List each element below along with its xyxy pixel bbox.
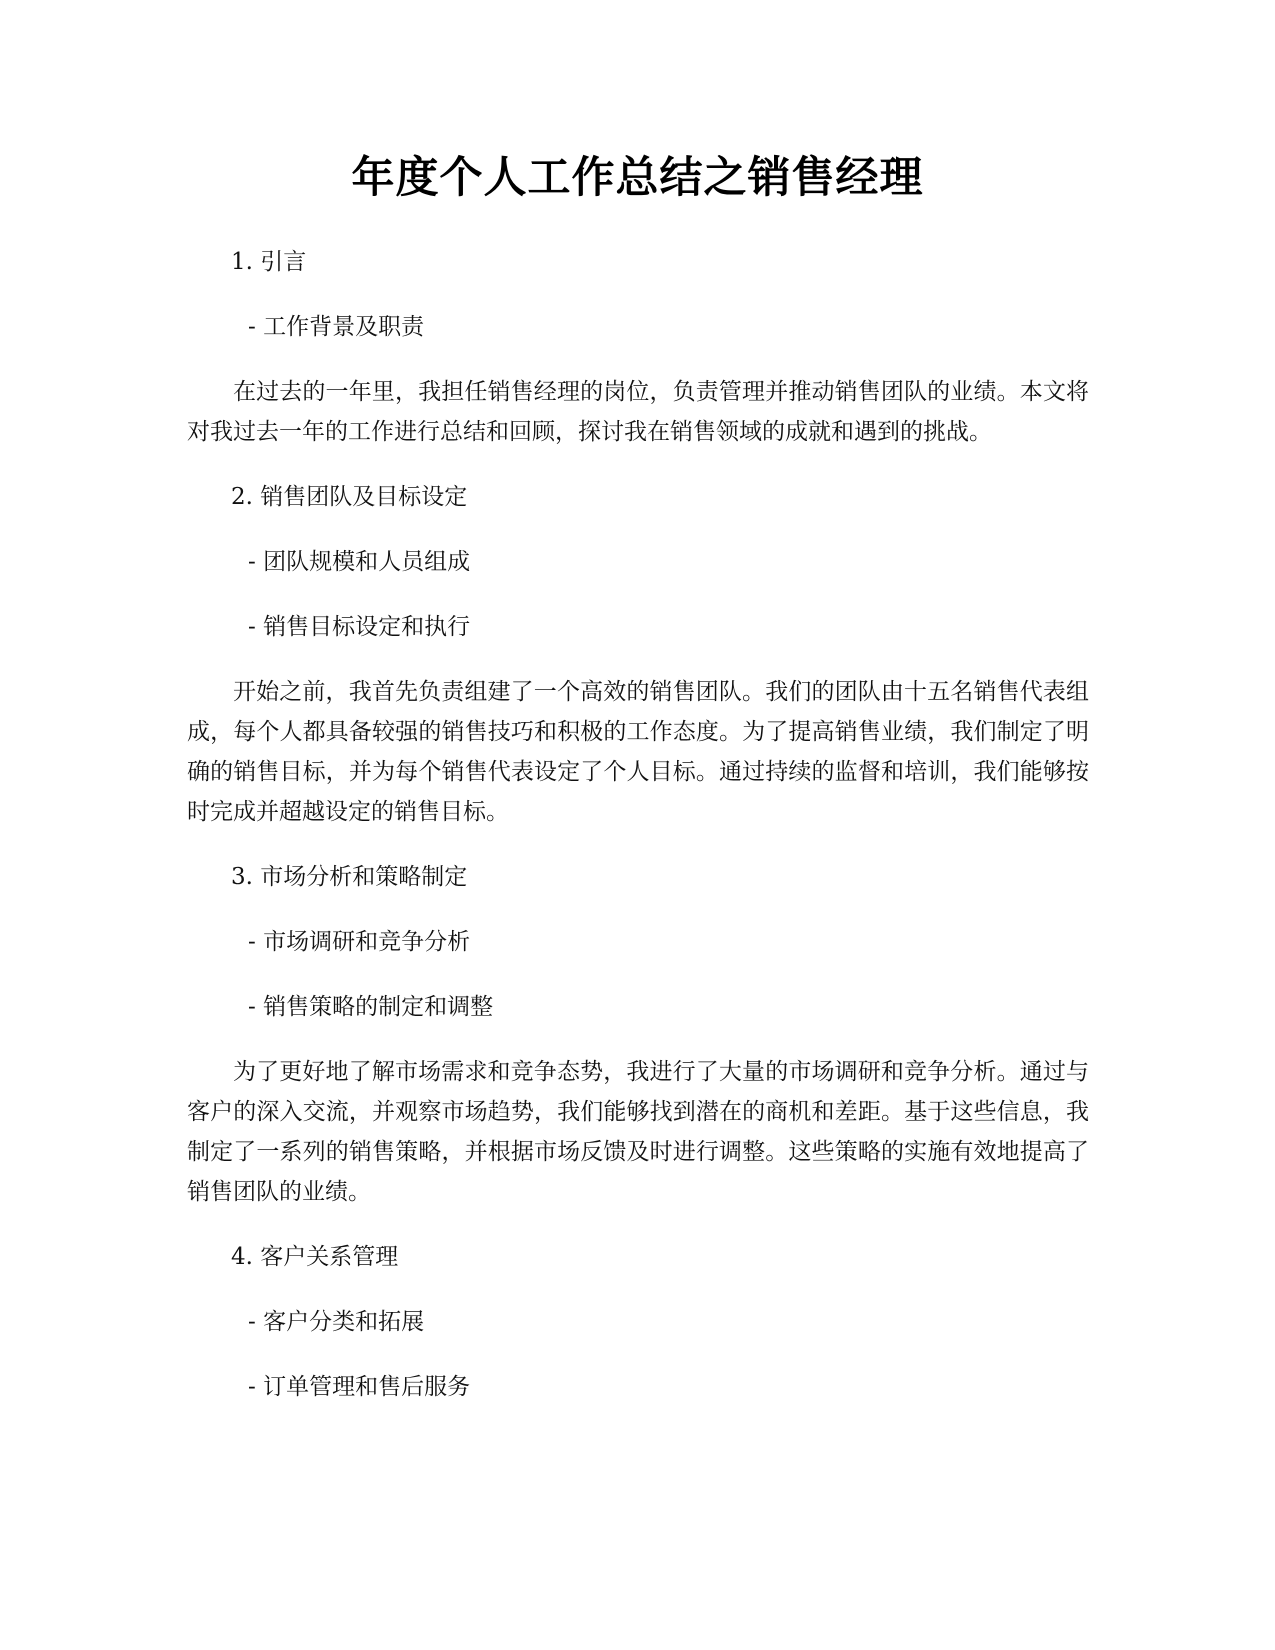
- section-subitem: - 团队规模和人员组成: [248, 549, 471, 575]
- section-heading: 3. 市场分析和策略制定: [231, 864, 468, 890]
- section-heading: 4. 客户关系管理: [231, 1244, 399, 1270]
- section-paragraph: 开始之前，我首先负责组建了一个高效的销售团队。我们的团队由十五名销售代表组成，每个人都具备较强的销售技巧和积极的工作态度。为了提高销售业绩，我们制定了明确的销售目标，并为每个销售代表设定了个人目标。通过持续的监督和培训，我们能够按时完成并超越设定的销售目标。: [187, 679, 1089, 825]
- document-title: 年度个人工作总结之销售经理: [351, 153, 924, 203]
- section-subitem: - 市场调研和竞争分析: [248, 929, 471, 955]
- section-subitem: - 工作背景及职责: [248, 314, 425, 340]
- section-heading: 1. 引言: [231, 249, 307, 275]
- section-subitem: - 销售目标设定和执行: [248, 614, 471, 640]
- section-subitem: - 订单管理和售后服务: [248, 1374, 471, 1400]
- section-paragraph: 为了更好地了解市场需求和竞争态势，我进行了大量的市场调研和竞争分析。通过与客户的深入交流，并观察市场趋势，我们能够找到潜在的商机和差距。基于这些信息，我制定了一系列的销售策略，并根据市场反馈及时进行调整。这些策略的实施有效地提高了销售团队的业绩。: [187, 1059, 1089, 1205]
- document-body: [187, 242, 1089, 1432]
- section-subitem: - 销售策略的制定和调整: [248, 994, 494, 1020]
- section-subitem: - 客户分类和拓展: [248, 1309, 425, 1335]
- section-heading: 2. 销售团队及目标设定: [231, 484, 468, 510]
- section-paragraph: 在过去的一年里，我担任销售经理的岗位，负责管理并推动销售团队的业绩。本文将对我过去一年的工作进行总结和回顾，探讨我在销售领域的成就和遇到的挑战。: [187, 379, 1089, 445]
